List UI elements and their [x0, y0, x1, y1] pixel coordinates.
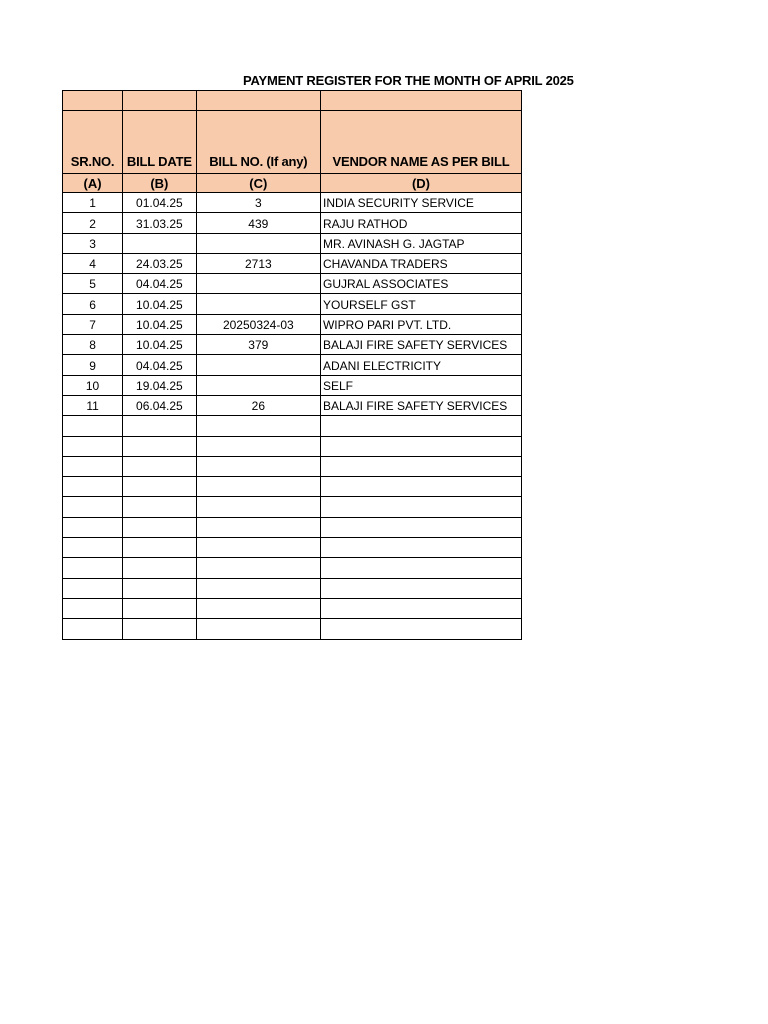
sr-no-cell[interactable]: [63, 416, 123, 436]
header-blank-cell[interactable]: [123, 91, 197, 111]
header-blank-cell[interactable]: [196, 91, 320, 111]
vendor-name-cell[interactable]: [320, 436, 521, 456]
vendor-name-cell[interactable]: WIPRO PARI PVT. LTD.: [320, 314, 521, 334]
page-title: PAYMENT REGISTER FOR THE MONTH OF APRIL 2025: [243, 73, 574, 88]
vendor-name-cell[interactable]: [320, 538, 521, 558]
table-row: [63, 578, 522, 598]
table-row: [63, 314, 522, 334]
bill-no-cell[interactable]: [196, 538, 320, 558]
header-blank-cell[interactable]: [320, 91, 521, 111]
sr-no-cell[interactable]: 10: [63, 375, 123, 395]
table-row: [63, 436, 522, 456]
vendor-name-cell[interactable]: INDIA SECURITY SERVICE: [320, 193, 521, 213]
bill-no-cell[interactable]: [196, 598, 320, 618]
bill-date-cell[interactable]: 24.03.25: [123, 253, 197, 273]
bill-date-cell[interactable]: [123, 578, 197, 598]
title-clip: [62, 71, 574, 91]
header-title-row: [63, 111, 522, 174]
bill-date-cell[interactable]: [123, 416, 197, 436]
bill-no-cell[interactable]: [196, 274, 320, 294]
bill-date-cell[interactable]: 10.04.25: [123, 335, 197, 355]
header-col-a[interactable]: (A): [63, 174, 123, 193]
bill-date-cell[interactable]: 19.04.25: [123, 375, 197, 395]
bill-date-cell[interactable]: 04.04.25: [123, 274, 197, 294]
bill-no-cell[interactable]: 26: [196, 395, 320, 415]
bill-no-cell[interactable]: [196, 619, 320, 639]
bill-no-cell[interactable]: [196, 375, 320, 395]
table-row: [63, 456, 522, 476]
table-row: [63, 538, 522, 558]
sr-no-cell[interactable]: [63, 517, 123, 537]
table-row: [63, 335, 522, 355]
vendor-name-cell[interactable]: RAJU RATHOD: [320, 213, 521, 233]
table-row: [63, 517, 522, 537]
bill-date-cell[interactable]: 31.03.25: [123, 213, 197, 233]
vendor-name-cell[interactable]: BALAJI FIRE SAFETY SERVICES: [320, 335, 521, 355]
header-col-d[interactable]: (D): [320, 174, 521, 193]
table-row: [63, 193, 522, 213]
bill-no-cell[interactable]: [196, 456, 320, 476]
payment-register-table: [62, 90, 522, 640]
bill-no-cell[interactable]: 379: [196, 335, 320, 355]
table-row: [63, 416, 522, 436]
bill-date-cell[interactable]: [123, 517, 197, 537]
bill-no-cell[interactable]: [196, 436, 320, 456]
bill-date-cell[interactable]: 10.04.25: [123, 294, 197, 314]
table-row: [63, 294, 522, 314]
header-blank-cell[interactable]: [63, 91, 123, 111]
vendor-name-cell[interactable]: [320, 477, 521, 497]
vendor-name-cell[interactable]: [320, 558, 521, 578]
sr-no-cell[interactable]: 11: [63, 395, 123, 415]
bill-date-cell[interactable]: [123, 456, 197, 476]
bill-date-cell[interactable]: [123, 598, 197, 618]
bill-no-cell[interactable]: [196, 233, 320, 253]
bill-date-cell[interactable]: 10.04.25: [123, 314, 197, 334]
sr-no-cell[interactable]: [63, 598, 123, 618]
bill-no-cell[interactable]: [196, 477, 320, 497]
bill-date-cell[interactable]: [123, 497, 197, 517]
vendor-name-cell[interactable]: [320, 456, 521, 476]
header-sr-no[interactable]: SR.NO.: [63, 111, 123, 174]
bill-no-cell[interactable]: [196, 517, 320, 537]
bill-no-cell[interactable]: 3: [196, 193, 320, 213]
header-letter-row: [63, 174, 522, 193]
table-row: [63, 558, 522, 578]
bill-date-cell[interactable]: 06.04.25: [123, 395, 197, 415]
sr-no-cell[interactable]: 6: [63, 294, 123, 314]
vendor-name-cell[interactable]: MR. AVINASH G. JAGTAP: [320, 233, 521, 253]
bill-no-cell[interactable]: 439: [196, 213, 320, 233]
table-row: [63, 477, 522, 497]
sr-no-cell[interactable]: [63, 456, 123, 476]
bill-date-cell[interactable]: [123, 558, 197, 578]
table-header: [63, 91, 522, 193]
sr-no-cell[interactable]: [63, 538, 123, 558]
vendor-name-cell[interactable]: [320, 497, 521, 517]
bill-date-cell[interactable]: [123, 477, 197, 497]
sr-no-cell[interactable]: 7: [63, 314, 123, 334]
sr-no-cell[interactable]: [63, 477, 123, 497]
sr-no-cell[interactable]: 9: [63, 355, 123, 375]
sr-no-cell[interactable]: [63, 619, 123, 639]
table-row: [63, 274, 522, 294]
bill-no-cell[interactable]: [196, 416, 320, 436]
bill-date-cell[interactable]: [123, 538, 197, 558]
bill-no-cell[interactable]: 20250324-03: [196, 314, 320, 334]
sr-no-cell[interactable]: [63, 578, 123, 598]
vendor-name-cell[interactable]: [320, 416, 521, 436]
vendor-name-cell[interactable]: [320, 578, 521, 598]
header-vendor-name[interactable]: VENDOR NAME AS PER BILL: [320, 111, 521, 174]
sr-no-cell[interactable]: 2: [63, 213, 123, 233]
bill-date-cell[interactable]: 01.04.25: [123, 193, 197, 213]
bill-date-cell[interactable]: [123, 436, 197, 456]
bill-date-cell[interactable]: [123, 619, 197, 639]
table-row: [63, 213, 522, 233]
table-row: [63, 598, 522, 618]
table-row: [63, 619, 522, 639]
vendor-name-cell[interactable]: [320, 598, 521, 618]
header-blank-row: [63, 91, 522, 111]
bill-no-cell[interactable]: [196, 497, 320, 517]
header-col-b[interactable]: (B): [123, 174, 197, 193]
table-row: [63, 375, 522, 395]
vendor-name-cell[interactable]: BALAJI FIRE SAFETY SERVICES: [320, 395, 521, 415]
header-bill-date[interactable]: BILL DATE: [123, 111, 197, 174]
sr-no-cell[interactable]: 8: [63, 335, 123, 355]
vendor-name-cell[interactable]: SELF: [320, 375, 521, 395]
vendor-name-cell[interactable]: ADANI ELECTRICITY: [320, 355, 521, 375]
sr-no-cell[interactable]: 4: [63, 253, 123, 273]
table-row: [63, 253, 522, 273]
table-row: [63, 233, 522, 253]
vendor-name-cell[interactable]: [320, 517, 521, 537]
bill-date-cell[interactable]: [123, 233, 197, 253]
sr-no-cell[interactable]: 1: [63, 193, 123, 213]
sr-no-cell[interactable]: 5: [63, 274, 123, 294]
sr-no-cell[interactable]: [63, 436, 123, 456]
bill-no-cell[interactable]: [196, 558, 320, 578]
header-bill-no[interactable]: BILL NO. (If any): [196, 111, 320, 174]
header-col-c[interactable]: (C): [196, 174, 320, 193]
vendor-name-cell[interactable]: CHAVANDA TRADERS: [320, 253, 521, 273]
bill-no-cell[interactable]: [196, 294, 320, 314]
sr-no-cell[interactable]: [63, 558, 123, 578]
sr-no-cell[interactable]: [63, 497, 123, 517]
bill-no-cell[interactable]: [196, 355, 320, 375]
table-row: [63, 395, 522, 415]
bill-no-cell[interactable]: [196, 578, 320, 598]
vendor-name-cell[interactable]: YOURSELF GST: [320, 294, 521, 314]
sr-no-cell[interactable]: 3: [63, 233, 123, 253]
bill-no-cell[interactable]: 2713: [196, 253, 320, 273]
table-row: [63, 355, 522, 375]
bill-date-cell[interactable]: 04.04.25: [123, 355, 197, 375]
table-body: [63, 193, 522, 640]
table-row: [63, 497, 522, 517]
vendor-name-cell[interactable]: [320, 619, 521, 639]
vendor-name-cell[interactable]: GUJRAL ASSOCIATES: [320, 274, 521, 294]
